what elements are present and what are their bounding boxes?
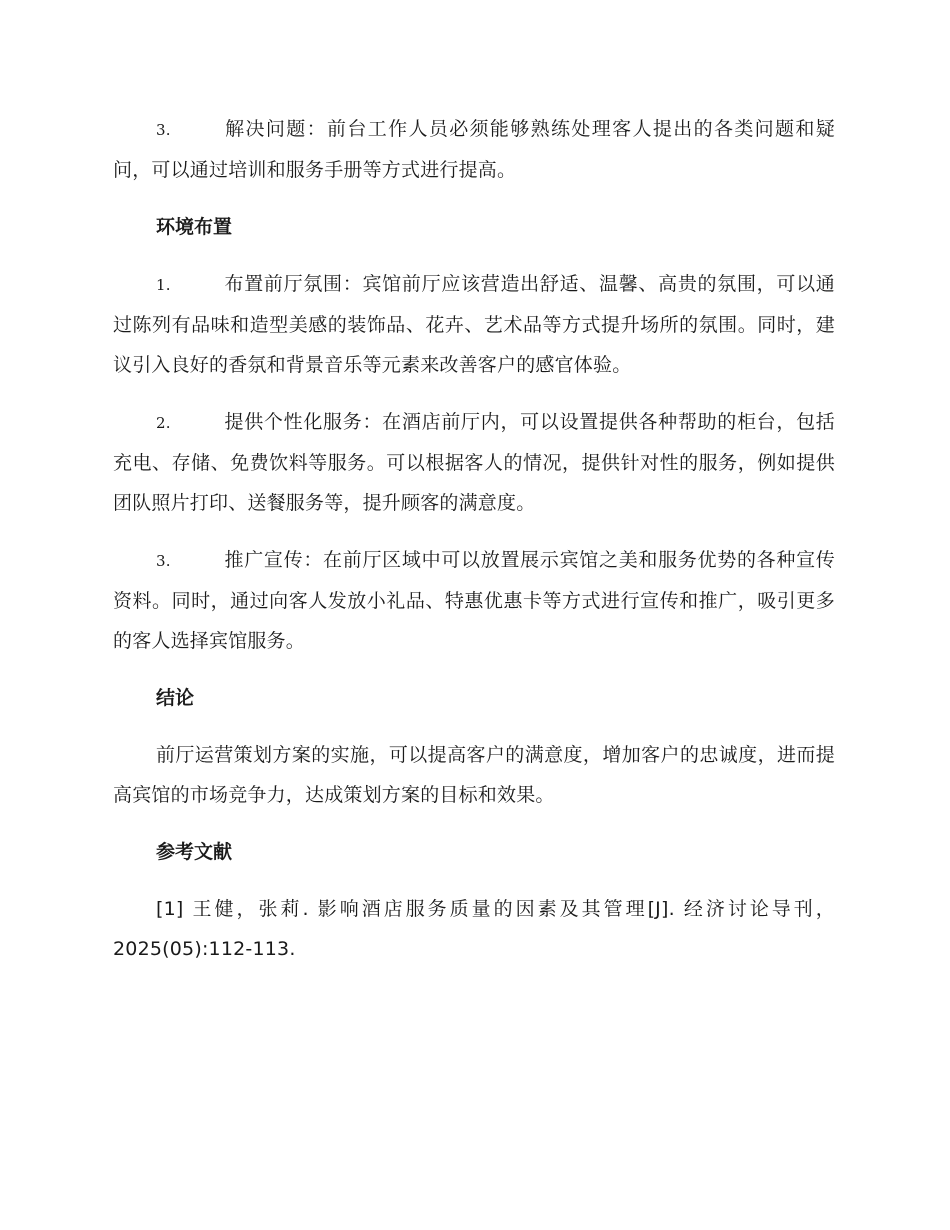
- list-number: 3.: [156, 552, 171, 570]
- section-heading-references: 参考文献: [156, 841, 233, 863]
- conclusion-paragraph: 前厅运营策划方案的实施，可以提高客户的满意度，增加客户的忠诚度，进而提高宾馆的市场竞争力，达成策划方案的目标和效果。: [113, 744, 835, 806]
- list-number: 1.: [156, 276, 171, 294]
- list-item-personalized-service: [113, 402, 835, 523]
- list-number: 2.: [156, 414, 171, 432]
- list-number: 3.: [156, 121, 171, 139]
- section-heading-environment: 环境布置: [156, 216, 233, 238]
- section-heading-conclusion: 结论: [156, 687, 195, 709]
- list-item-text: 解决问题：前台工作人员必须能够熟练处理客人提出的各类问题和疑问，可以通过培训和服务手册等方式进行提高。: [113, 118, 835, 181]
- list-item-atmosphere: [113, 264, 835, 385]
- list-item-text: 提供个性化服务：在酒店前厅内，可以设置提供各种帮助的柜台，包括充电、存储、免费饮料等服务。可以根据客人的情况，提供针对性的服务，例如提供团队照片打印、送餐服务等，提升顾客的满意度。: [113, 411, 835, 514]
- list-item-problem-solving: [113, 109, 835, 190]
- list-item-text: 推广宣传：在前厅区域中可以放置展示宾馆之美和服务优势的各种宣传资料。同时，通过向客人发放小礼品、特惠优惠卡等方式进行宣传和推广，吸引更多的客人选择宾馆服务。: [113, 549, 835, 652]
- list-item-promotion: [113, 540, 835, 661]
- document-body: [113, 109, 835, 986]
- reference-entry: [1] 王健，张莉. 影响酒店服务质量的因素及其管理[J]. 经济讨论导刊，2025(05):112-113.: [113, 898, 835, 960]
- list-item-text: 布置前厅氛围：宾馆前厅应该营造出舒适、温馨、高贵的氛围，可以通过陈列有品味和造型美感的装饰品、花卉、艺术品等方式提升场所的氛围。同时，建议引入良好的香氛和背景音乐等元素来改善客户的感官体验。: [113, 273, 835, 376]
